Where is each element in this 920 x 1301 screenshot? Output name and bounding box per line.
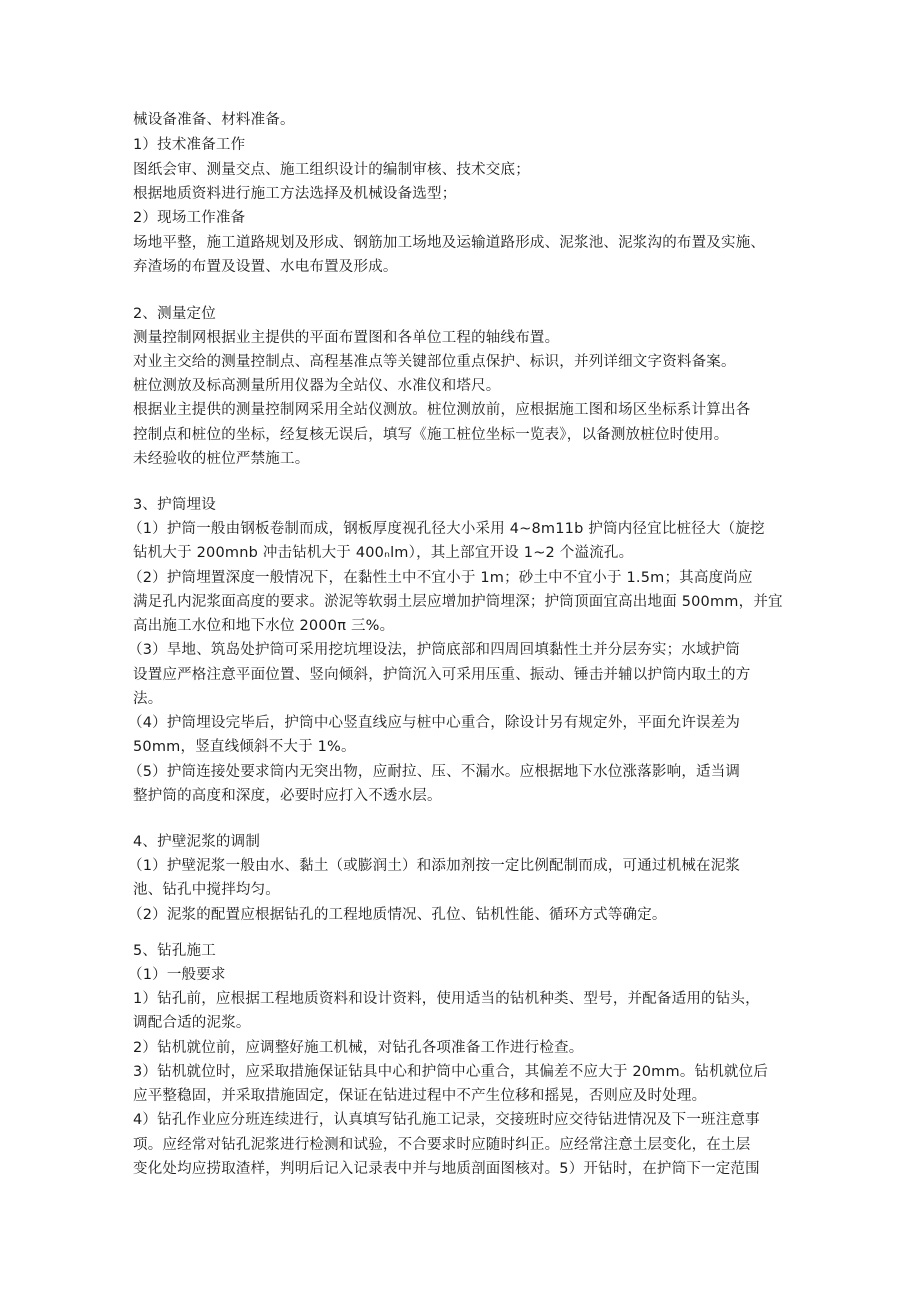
text-line: 对业主交给的测量控制点、高程基准点等关键部位重点保护、标识，并列详细文字资料备案。 — [133, 354, 736, 370]
text-line: （5）护筒连接处要求筒内无突出物，应耐拉、压、不漏水。应根据地下水位涨落影响，适当调 — [128, 764, 741, 780]
text-line: 1）技术准备工作 — [133, 137, 246, 153]
text-line: 场地平整，施工道路规划及形成、钢筋加工场地及运输道路形成、泥浆池、泥浆沟的布置及实施、 — [133, 235, 766, 251]
text-line: 4）钻孔作业应分班连续进行，认真填写钻孔施工记录，交接班时应交待钻进情况及下一班注意事 — [133, 1112, 760, 1128]
text-line: 2）钻机就位前，应调整好施工机械，对钻孔各项准备工作进行检查。 — [133, 1040, 584, 1056]
text-line: 根据业主提供的测量控制网采用全站仪测放。桩位测放前，应根据施工图和场区坐标系计算出各 — [133, 402, 751, 418]
text-line: 械设备准备、材料准备。 — [133, 112, 295, 128]
text-line: 满足孔内泥浆面高度的要求。淤泥等软弱土层应增加护筒埋深；护筒顶面宜高出地面 500mm，并宜 — [133, 594, 783, 610]
text-line: 池、钻孔中搅拌均匀。 — [133, 882, 280, 898]
text-line: 调配合适的泥浆。 — [133, 1015, 251, 1031]
text-line: 2）现场工作准备 — [133, 210, 246, 226]
text-line: 弃渣场的布置及设置、水电布置及形成。 — [133, 259, 398, 275]
text-line: 图纸会审、测量交点、施工组织设计的编制审核、技术交底； — [133, 162, 530, 178]
text-line: 4、护壁泥浆的调制 — [133, 834, 261, 850]
text-line: 3）钻机就位时，应采取措施保证钻具中心和护筒中心重合，其偏差不应大于 20mm。钻机就位后 — [133, 1064, 769, 1080]
text-line: 高出施工水位和地下水位 2000π 三%。 — [133, 618, 395, 634]
text-line: （1）护筒一般由钢板卷制而成，钢板厚度视孔径大小采用 4~8m11b 护筒内径宜比桩径大（旋挖 — [128, 521, 765, 537]
text-line: 变化处均应捞取渣样，判明后记入记录表中并与地质剖面图核对。5）开钻时，在护筒下一定范围 — [133, 1161, 760, 1177]
text-line: （1）护壁泥浆一般由水、黏土（或膨润土）和添加剂按一定比例配制而成，可通过机械在泥浆 — [128, 858, 741, 874]
text-line: （2）泥浆的配置应根据钻孔的工程地质情况、孔位、钻机性能、循环方式等确定。 — [128, 907, 667, 923]
text-line: 设置应严格注意平面位置、竖向倾斜，护筒沉入可采用压重、振动、锤击并辅以护筒内取土的方 — [133, 667, 751, 683]
text-line: 整护筒的高度和深度，必要时应打入不透水层。 — [133, 788, 442, 804]
text-line: 测量控制网根据业主提供的平面布置图和各单位工程的轴线布置。 — [133, 330, 560, 346]
text-line: 50mm，竖直线倾斜不大于 1%。 — [133, 739, 356, 755]
text-line: 项。应经常对钻孔泥浆进行检测和试验，不合要求时应随时纠正。应经常注意土层变化，在土层 — [133, 1137, 751, 1153]
text-line: 桩位测放及标高测量所用仪器为全站仪、水准仪和塔尺。 — [133, 378, 501, 394]
text-line: 2、测量定位 — [133, 306, 216, 322]
text-line: （4）护筒埋设完毕后，护筒中心竖直线应与桩中心重合，除设计另有规定外，平面允许误差为 — [128, 715, 741, 731]
text-line: 钻机大于 200mnb 冲击钻机大于 400ₙlm），其上部宜开设 1~2 个溢流孔。 — [133, 545, 634, 561]
text-line: 3、护筒埋设 — [133, 497, 216, 513]
text-line: （1）一般要求 — [128, 967, 226, 983]
text-line: （3）旱地、筑岛处护筒可采用挖坑埋设法，护筒底部和四周回填黏性土并分层夯实；水域护筒 — [128, 642, 741, 658]
text-line: 1）钻孔前，应根据工程地质资料和设计资料，使用适当的钻机种类、型号，并配备适用的钻头， — [133, 991, 760, 1007]
text-line: 5、钻孔施工 — [133, 943, 216, 959]
text-line: 未经验收的桩位严禁施工。 — [133, 451, 310, 467]
text-line: （2）护筒埋置深度一般情况下，在黏性土中不宜小于 1m；砂土中不宜小于 1.5m；其高度尚应 — [128, 570, 753, 586]
text-line: 根据地质资料进行施工方法选择及机械设备选型； — [133, 186, 457, 202]
text-line: 法。 — [133, 691, 163, 707]
text-line: 控制点和桩位的坐标，经复核无误后，填写《施工桩位坐标一览表》，以备测放桩位时使用。 — [133, 427, 729, 443]
text-line: 应平整稳固，并采取措施固定，保证在钻进过程中不产生位移和摇晃，否则应及时处理。 — [133, 1088, 707, 1104]
